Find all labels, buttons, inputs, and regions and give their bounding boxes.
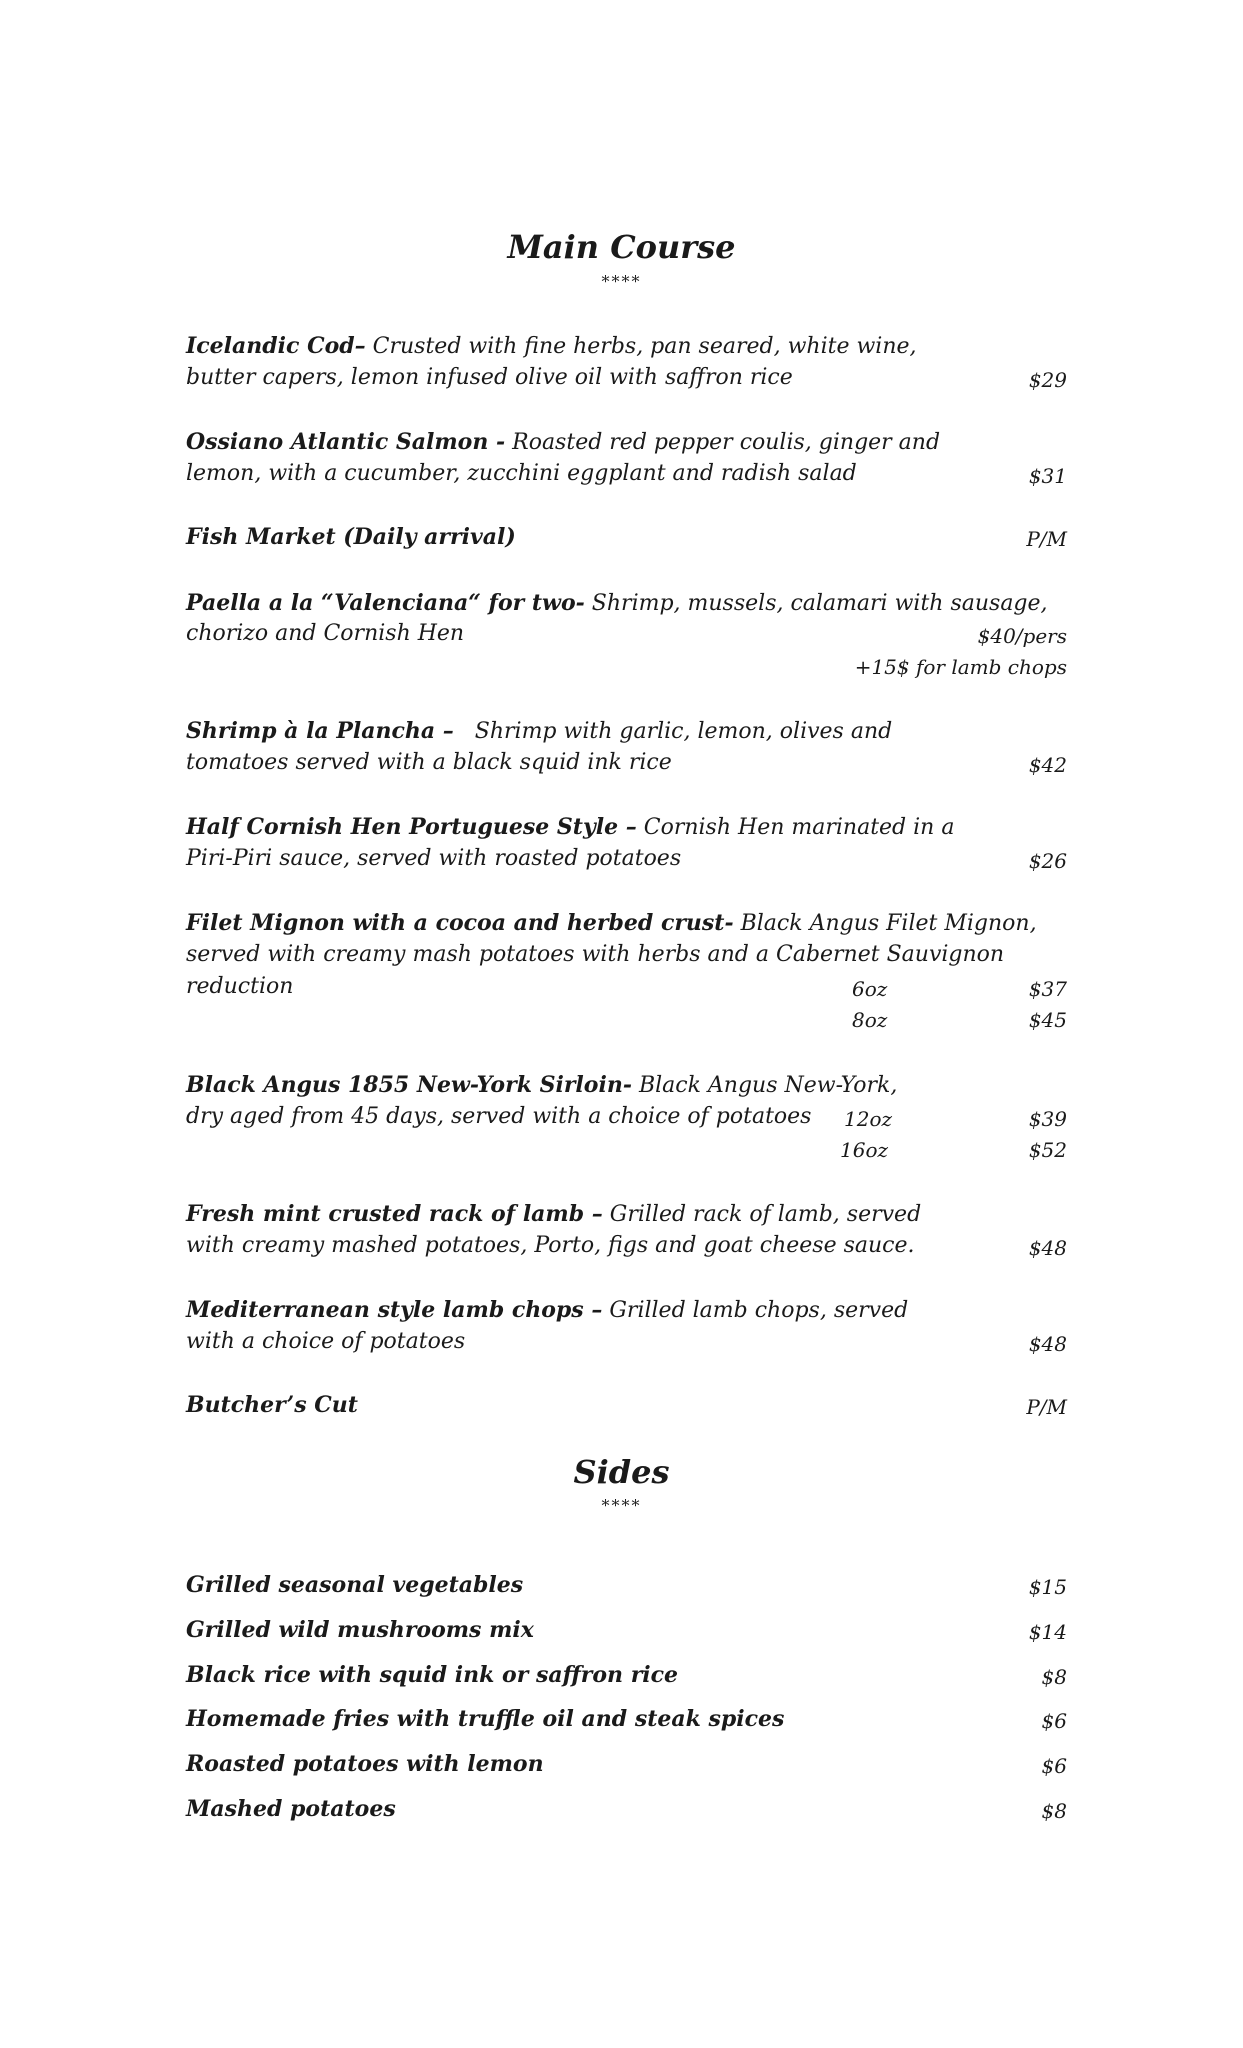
item-line [186,1796,396,1823]
item-name: Ossiano Atlantic Salmon - [186,429,506,455]
item-name: Mediterranean style lamb chops – [186,1297,603,1323]
item-price: P/M [1026,527,1067,551]
item-name: Fish Market (Daily arrival) [186,524,516,550]
item-price: $8 [1041,1665,1067,1689]
item-price: P/M [1026,1395,1067,1419]
item-price: $48 [1028,1332,1067,1356]
item-price: $6 [1041,1754,1067,1778]
item-price: $26 [1028,849,1067,873]
item-name: Grilled wild mushrooms mix [186,1617,534,1643]
item-name: Fresh mint crusted rack of lamb – [186,1201,603,1227]
item-name: Filet Mignon with a cocoa and herbed crust- [186,910,734,936]
item-size: 12oz [844,1107,893,1131]
item-price: $14 [1028,1620,1067,1644]
main-course-title: Main Course [507,228,736,266]
item-description: lemon, with a cucumber, zucchini eggplant and radish salad [186,461,857,486]
sides-stars: **** [601,1496,642,1515]
item-description: Shrimp with garlic, lemon, olives and [453,719,893,744]
item-description: Cornish Hen marinated in a [636,815,955,840]
item-description: served with creamy mash potatoes with herbs and a Cabernet Sauvignon [186,942,1005,967]
item-line [186,429,940,456]
item-description: chorizo and Cornish Hen [186,621,465,646]
item-price: $15 [1028,1575,1067,1599]
item-description: Crusted with fine herbs, pan seared, white wine, [365,334,917,359]
item-description: Grilled rack of lamb, served [602,1202,922,1227]
item-name: Grilled seasonal vegetables [186,1572,524,1598]
item-name: Shrimp à la Plancha – [186,718,454,744]
item-price-extra: +15$ for lamb chops [854,655,1067,679]
item-name: Homemade fries with truffle oil and steak spices [186,1706,785,1732]
item-line [186,1572,523,1599]
item-description: dry aged from 45 days, served with a choice of potatoes [186,1104,812,1129]
item-line [186,524,516,551]
item-price: $39 [1028,1107,1067,1131]
item-price: $48 [1028,1236,1067,1260]
item-size: 8oz [852,1008,888,1032]
item-price: $42 [1028,753,1067,777]
item-name: Icelandic Cod– [186,333,366,359]
item-line [186,1201,921,1228]
item-price: $29 [1028,368,1067,392]
item-description: tomatoes served with a black squid ink rice [186,750,672,775]
item-price: $40/pers [977,624,1067,648]
item-line [186,590,1048,617]
item-line [186,1751,544,1778]
item-description: Roasted red pepper coulis, ginger and [505,430,941,455]
item-line [186,1617,534,1644]
item-line [186,1706,784,1733]
item-description: Black Angus New-York, [631,1073,898,1098]
item-description: Grilled lamb chops, served [602,1298,909,1323]
item-description: with creamy mashed potatoes, Porto, figs and goat cheese sauce. [186,1233,915,1258]
item-line [186,333,917,360]
item-price: $6 [1041,1709,1067,1733]
item-price: $45 [1028,1008,1067,1032]
item-name: Mashed potatoes [186,1796,396,1822]
item-price: $31 [1028,464,1067,488]
item-description: reduction [186,974,294,999]
item-description: Black Angus Filet Mignon, [733,911,1037,936]
item-line [186,1662,678,1689]
item-name: Half Cornish Hen Portuguese Style – [186,814,637,840]
item-description: with a choice of potatoes [186,1329,466,1354]
item-line [186,1072,897,1099]
item-line [186,910,1037,937]
item-size: 6oz [852,977,888,1001]
item-price: $8 [1041,1799,1067,1823]
item-name: Butcher’s Cut [186,1392,358,1418]
item-price: $37 [1028,977,1067,1001]
item-description: Shrimp, mussels, calamari with sausage, [584,591,1048,616]
item-line [186,814,954,841]
item-name: Roasted potatoes with lemon [186,1751,544,1777]
item-description: Piri-Piri sauce, served with roasted potatoes [186,846,682,871]
item-line [186,718,892,745]
item-price: $52 [1028,1138,1067,1162]
sides-title: Sides [573,1453,670,1491]
item-description: butter capers, lemon infused olive oil with saffron rice [186,365,793,390]
item-name: Paella a la “Valenciana“ for two- [186,590,585,616]
main-course-stars: **** [601,272,642,291]
item-size: 16oz [840,1138,889,1162]
item-name: Black rice with squid ink or saffron rice [186,1662,679,1688]
item-line [186,1392,358,1419]
item-name: Black Angus 1855 New-York Sirloin- [186,1072,632,1098]
item-line [186,1297,908,1324]
